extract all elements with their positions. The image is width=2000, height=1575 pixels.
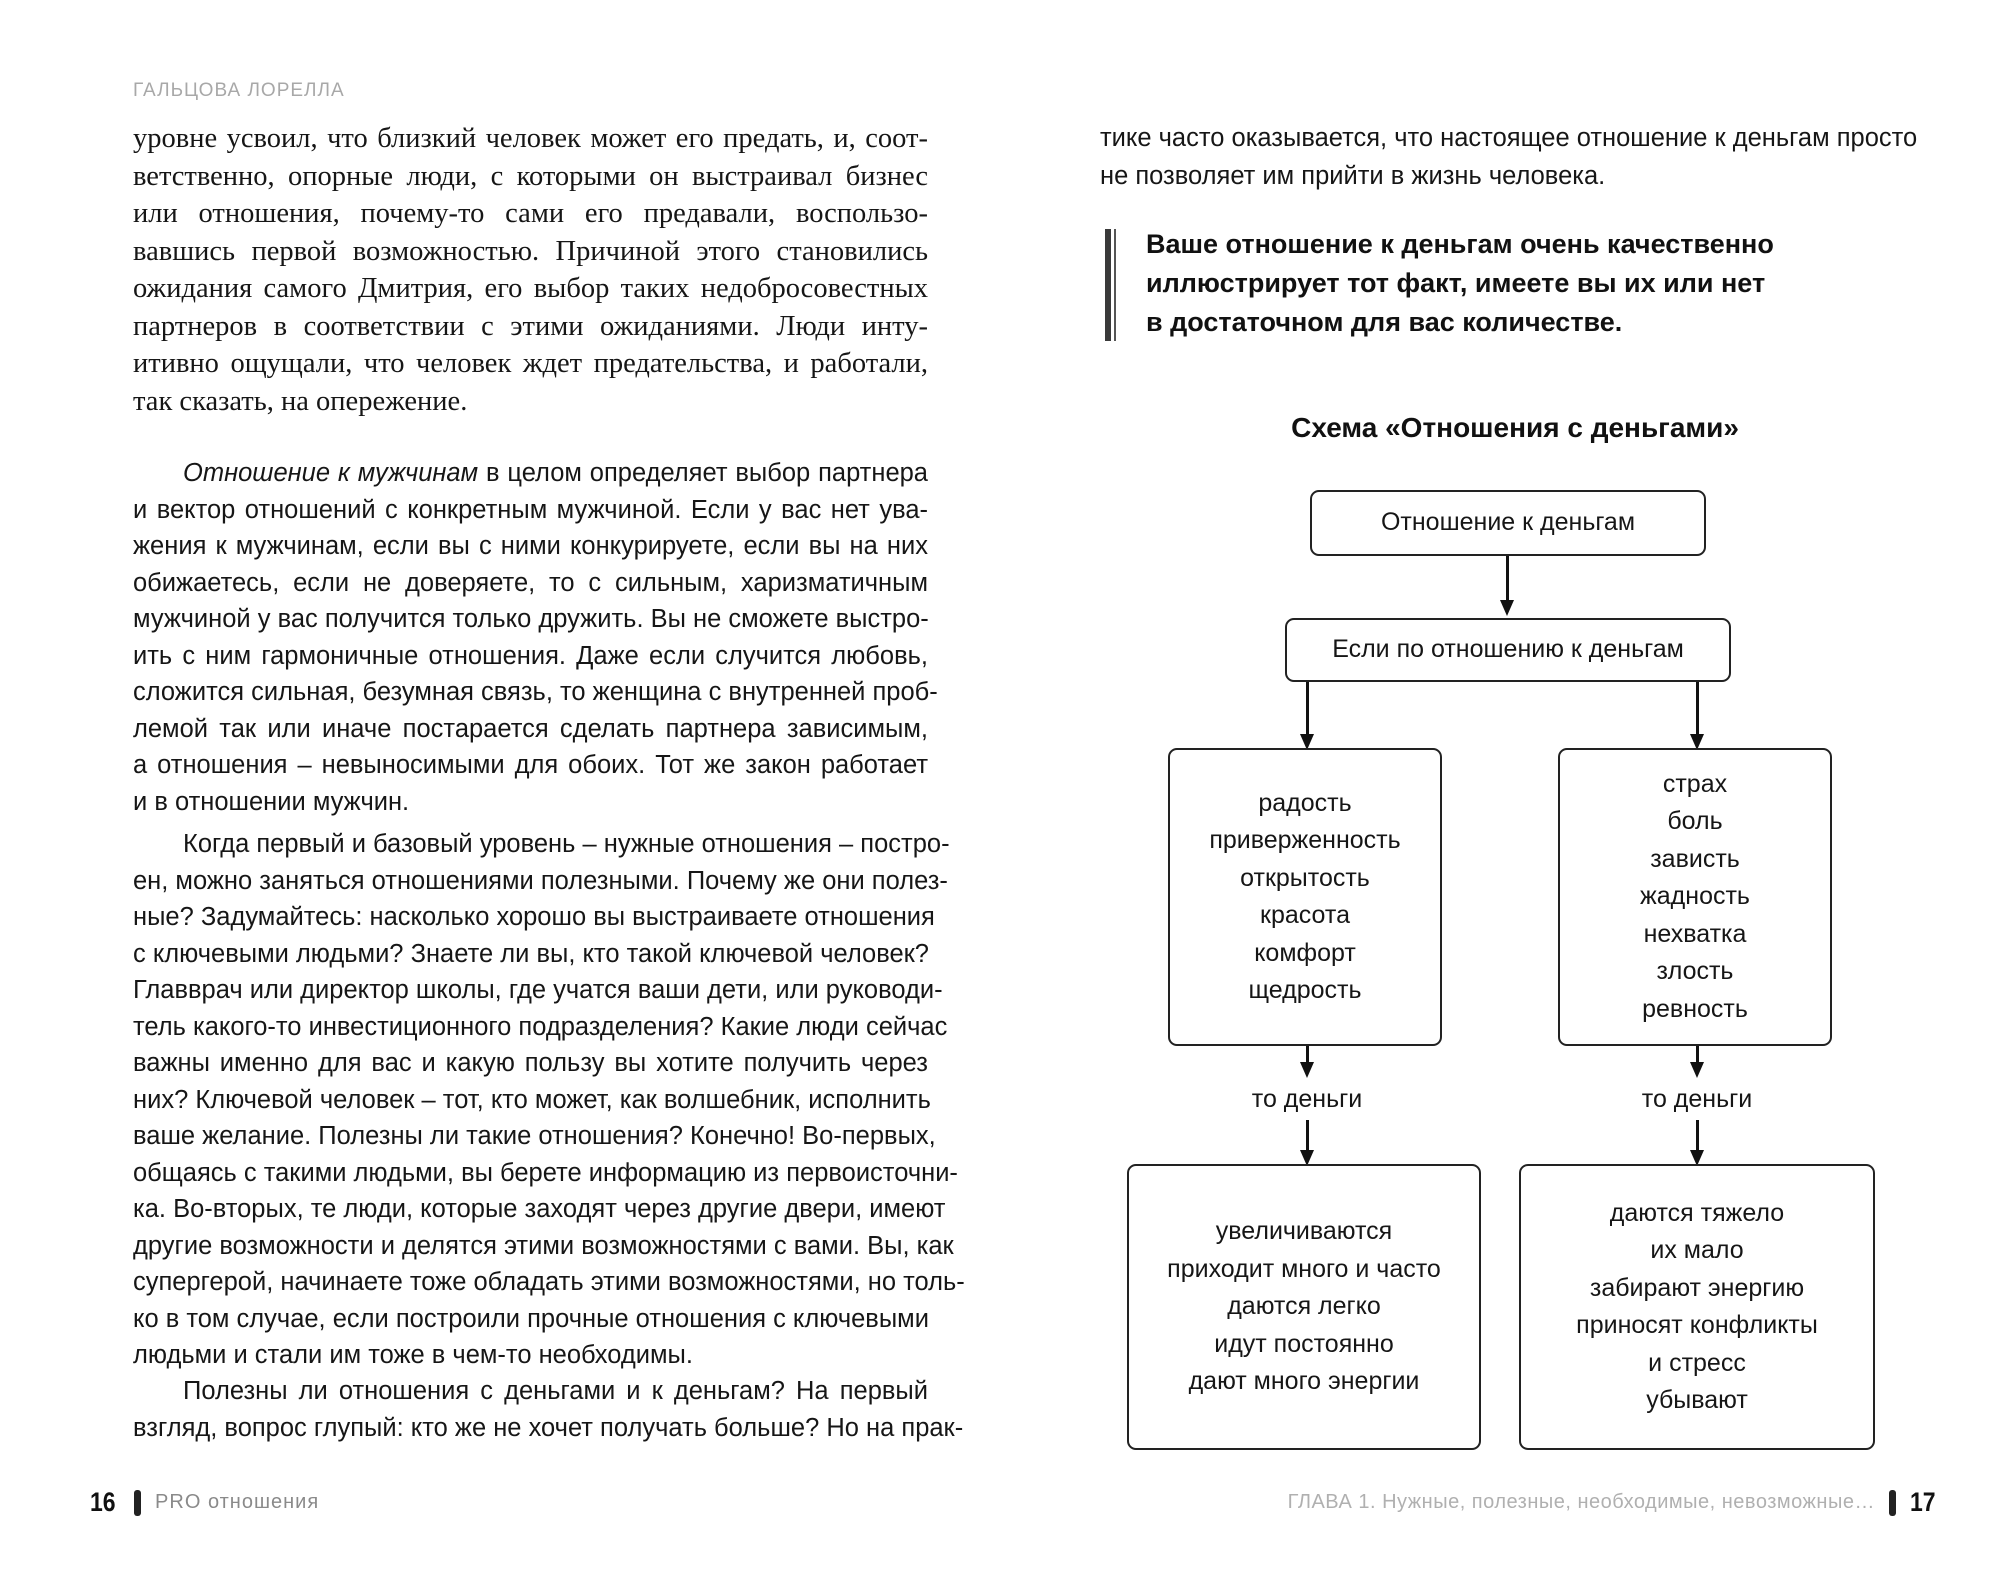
negative-feelings-node [1558, 748, 1832, 1046]
text-line: Когда первый и базовый уровень – нужные отношения – постро- [183, 830, 950, 858]
running-header-author: ГАЛЬЦОВА ЛОРЕЛЛА [133, 80, 345, 101]
text-line: людьми и стали им тоже в чем-то необходимы. [133, 1341, 693, 1369]
feeling-item: злость [1656, 957, 1734, 986]
text-line: уровне усвоил, что близкий человек может его предать, и, соот- [133, 123, 928, 154]
outcome-item: забирают энергию [1589, 1273, 1805, 1302]
text-line: важны именно для вас и какую пользу вы хотите получить через [133, 1049, 928, 1077]
outcome-item: даются легко [1227, 1292, 1381, 1321]
outcome-item: увеличиваются [1215, 1217, 1393, 1246]
text-line: ко в том случае, если построили прочные отношения с ключевыми [133, 1304, 929, 1333]
text-line: ветственно, опорные люди, с которыми он выстраивал бизнес [133, 160, 928, 192]
arrow-down-icon [1300, 1062, 1314, 1078]
quote-line: Ваше отношение к деньгам очень качественно [1146, 229, 1774, 259]
feeling-item: ревность [1642, 994, 1748, 1023]
text-line: и вектор отношений с конкретным мужчиной. Если у вас нет ува- [133, 495, 928, 524]
arrow-down-icon [1500, 600, 1514, 616]
outcome-item: и стресс [1648, 1348, 1746, 1377]
outcome-item: даются тяжело [1609, 1198, 1785, 1227]
text-line: ваше желание. Полезны ли такие отношения? Конечно! Во-первых, [133, 1122, 936, 1150]
text-line: партнеров в соответствии с этими ожиданиями. Люди инту- [133, 310, 928, 342]
node-label: Отношение к деньгам [1380, 508, 1636, 537]
outcome-item: приходит много и часто [1167, 1254, 1441, 1283]
feeling-item: открытость [1240, 863, 1370, 892]
outcome-item: дают много энергии [1188, 1367, 1420, 1396]
connector-line [1306, 682, 1309, 737]
text-line: Главврач или директор школы, где учатся ваши дети, или руководи- [133, 976, 943, 1004]
root-node [1310, 490, 1706, 556]
text-line: обижаетесь, если не доверяете, то с сильным, харизматичным [133, 568, 928, 597]
connector-line [1696, 1120, 1699, 1154]
text-line: и в отношении мужчин. [133, 787, 410, 816]
paragraph-1 [133, 120, 928, 420]
right-page [1000, 0, 2000, 1575]
feeling-item: страх [1662, 769, 1728, 798]
page-number: 16 [90, 1487, 116, 1517]
arrow-down-icon [1690, 1062, 1704, 1078]
text-line: ка. Во-вторых, те люди, которые заходят через другие двери, имеют [133, 1195, 946, 1223]
footer-right [1288, 1487, 1940, 1518]
page-number: 17 [1909, 1487, 1936, 1517]
text-line: вавшись первой возможностью. Причиной этого становились [133, 235, 928, 267]
node-label: Если по отношению к деньгам [1332, 635, 1684, 664]
positive-feelings-node [1168, 748, 1442, 1046]
text-line: Полезны ли отношения с деньгами и к деньгам? На первый [183, 1377, 928, 1405]
text-line: жения к мужчинам, если вы с ними конкурируете, если вы на них [133, 532, 928, 560]
footer-book-title: PRO отношения [155, 1491, 320, 1513]
connector-line [1306, 1120, 1309, 1154]
text-line: сложится сильная, безумная связь, то женщина с внутренней проб- [133, 678, 938, 706]
text-line: лемой так или иначе постарается сделать партнера зависимым, [133, 714, 928, 743]
text-line: мужчиной у вас получится только дружить. Вы не сможете выстро- [133, 605, 929, 633]
text-line: ожидания самого Дмитрия, его выбор таких недобросовестных [133, 273, 928, 304]
paragraph-4 [133, 1373, 964, 1446]
text-line: ить с ним гармоничные отношения. Даже если случится любовь, [133, 641, 928, 670]
text-line: а отношения – невыносимыми для обоих. Тот же закон работает [133, 751, 928, 779]
feeling-item: жадность [1640, 882, 1750, 911]
schema-title: Схема «Отношения с деньгами» [1291, 412, 1739, 443]
feeling-item: комфорт [1254, 938, 1356, 967]
connector-line [1506, 556, 1509, 602]
positive-outcomes-node [1127, 1164, 1481, 1450]
condition-node [1285, 618, 1731, 682]
text-line: так сказать, на опережение. [133, 385, 468, 417]
text-line: тике часто оказывается, что настоящее отношение к деньгам просто [1100, 124, 1918, 152]
text-line: или отношения, почему-то сами его предавали, воспользо- [133, 198, 928, 229]
connector-label: то деньги [1641, 1085, 1753, 1113]
feeling-item: радость [1258, 788, 1352, 817]
text-line-first [133, 455, 928, 492]
text-line: итивно ощущали, что человек ждет предательства, и работали, [133, 348, 928, 379]
text-line: общаясь с такими людьми, вы берете информацию из первоисточни- [133, 1158, 958, 1187]
paragraph-2 [133, 455, 938, 820]
text-line: ные? Задумайтесь: насколько хорошо вы выстраиваете отношения [133, 903, 935, 931]
text-line: взгляд, вопрос глупый: кто же не хочет получать больше? Но на прак- [133, 1413, 964, 1442]
feeling-item: нехватка [1643, 919, 1747, 948]
folio-divider-icon [134, 1490, 141, 1516]
outcome-item: идут постоянно [1214, 1329, 1394, 1358]
outcome-item: их мало [1650, 1236, 1744, 1264]
footer-left [90, 1487, 319, 1518]
text-fragment: в целом определяет выбор партнера [478, 459, 928, 487]
connector-label: то деньги [1251, 1085, 1363, 1113]
feeling-item: приверженность [1209, 826, 1401, 854]
negative-outcomes-node [1519, 1164, 1875, 1450]
connector-line [1696, 682, 1699, 737]
feeling-item: красота [1260, 901, 1350, 929]
quote-line: иллюстрирует тот факт, имеете вы их или нет [1146, 268, 1766, 298]
money-relations-diagram [1000, 0, 2000, 1575]
folio-divider-icon [1889, 1490, 1896, 1516]
feeling-item: зависть [1650, 844, 1740, 873]
quote-line: в достаточном для вас количестве. [1146, 307, 1623, 337]
text-line: не позволяет им прийти в жизнь человека. [1100, 161, 1606, 190]
footer-chapter-title: ГЛАВА 1. Нужные, полезные, необходимые, невозможные… [1287, 1491, 1875, 1513]
text-line: супергерой, начинаете тоже обладать этими возможностями, но толь- [133, 1268, 965, 1296]
outcome-item: приносят конфликты [1576, 1311, 1818, 1339]
text-line: ен, можно заняться отношениями полезными. Почему же они полез- [133, 866, 948, 895]
feeling-item: боль [1667, 807, 1723, 836]
italic-term: Отношение к мужчинам [183, 459, 479, 487]
paragraph-3 [133, 826, 965, 1374]
feeling-item: щедрость [1248, 976, 1362, 1004]
outcome-item: убывают [1646, 1386, 1748, 1414]
text-line: тель какого-то инвестиционного подразделения? Какие люди сейчас [133, 1012, 948, 1041]
text-line: другие возможности и делятся этими возможностями с вами. Вы, как [133, 1231, 954, 1260]
text-line: них? Ключевой человек – тот, кто может, как волшебник, исполнить [133, 1085, 931, 1114]
text-line: с ключевыми людьми? Знаете ли вы, кто такой ключевой человек? [133, 939, 929, 968]
